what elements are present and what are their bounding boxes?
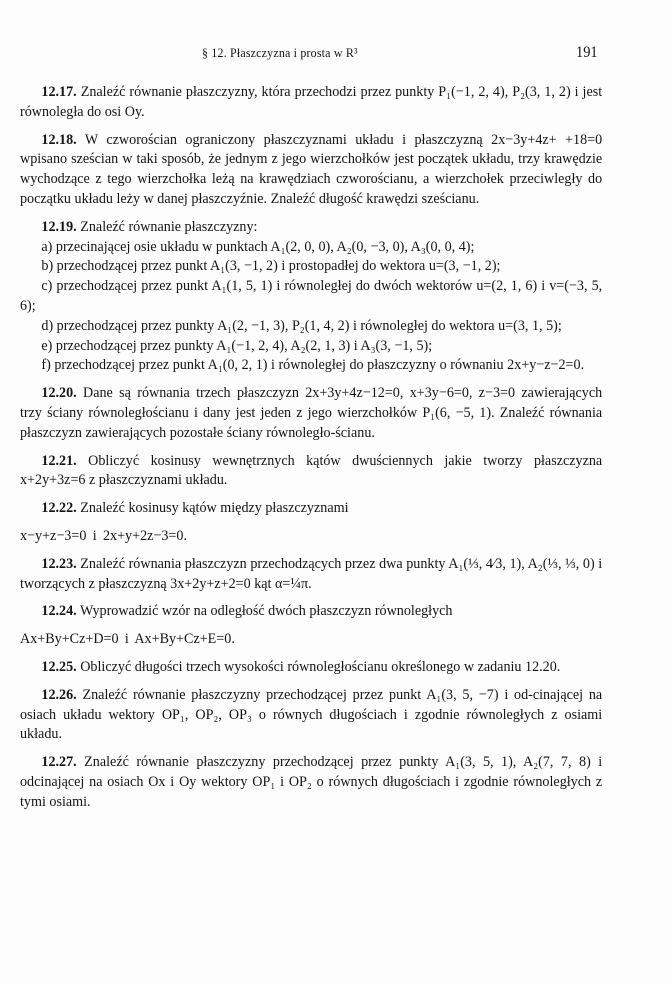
- problem-text: Obliczyć długości trzech wysokości równoległościanu określonego w zadaniu 12.20.: [76, 657, 561, 675]
- problem-12-18: [20, 130, 602, 209]
- problem-number: 12.18.: [41, 130, 77, 148]
- problem-number: 12.19.: [41, 217, 77, 235]
- sub-item-e: e) przechodzącej przez punkty A₁(−1, 2, 4), A₂(2, 1, 3) i A₃(3, −1, 5);: [41, 336, 433, 354]
- problem-text: Znaleźć równanie płaszczyzny przechodzącej przez punkt A₁(3, 5, −7) i od-cinającej na osiach układu wektory OP₁, OP₂, OP₃ o równych długościach i zgodnie równoległych z osiami układu.: [20, 685, 603, 743]
- problem-number: 12.26.: [41, 685, 77, 703]
- problem-12-22: [20, 498, 602, 546]
- problem-12-20: [20, 383, 602, 442]
- problem-number: 12.22.: [41, 499, 77, 517]
- problem-text: Znaleźć równanie płaszczyzny:: [76, 217, 258, 235]
- problem-12-17: [20, 82, 602, 122]
- problem-number: 12.27.: [41, 753, 77, 771]
- sub-item-d: d) przechodzącej przez punkty A₁(2, −1, 3), P₂(1, 4, 2) i równoległej do wektora u=(3, 1, 5);: [41, 316, 562, 334]
- page-body: [20, 82, 602, 820]
- problem-number: 12.24.: [41, 602, 77, 620]
- problem-number: 12.25.: [41, 657, 77, 675]
- problem-number: 12.21.: [41, 451, 77, 469]
- problem-12-24: [20, 601, 602, 649]
- problem-text: Znaleźć równania płaszczyzn przechodzących przez dwa punkty A₁(⅓, 4⁄3, 1), A₂(⅓, ⅓, 0) i tworzących z płaszczyzną 3x+2y+z+2=0 kąt α=¼π.: [20, 554, 603, 592]
- problem-12-23: [20, 554, 602, 594]
- problem-12-27: [20, 752, 602, 811]
- display-equation: x−y+z−3=0 i 2x+y+2z−3=0.: [20, 526, 187, 544]
- sub-item-c: c) przechodzącej przez punkt A₁(1, 5, 1) i równoległej do dwóch wektorów u=(2, 1, 6) i v=(−3, 5, 6);: [20, 277, 603, 314]
- problem-12-19: [20, 217, 602, 375]
- problem-text: Znaleźć kosinusy kątów między płaszczyznami: [76, 499, 349, 517]
- problem-text: Dane są równania trzech płaszczyzn 2x+3y+4z−12=0, x+3y−6=0, z−3=0 zawierających trzy ściany równoległościanu i dany jest jeden z jego wierzchołków P₁(6, −5, 1). Znaleźć równania płaszczyzn zawierających pozostałe ściany równoległo-ścianu.: [20, 384, 603, 441]
- problem-text: Obliczyć kosinusy wewnętrznych kątów dwuściennych jakie tworzy płaszczyzna x+2y+3z=6 z płaszczyznami układu.: [20, 451, 603, 489]
- problem-text: W czworościan ograniczony płaszczyznami układu i płaszczyzną 2x−3y+4z+ +18=0 wpisano sześcian w taki sposób, że jednym z jego wierzchołków jest początek układu, trzy krawędzie wychodzące z tego wierzchołka leżą na krawędziach czworościanu, a wierzchołek przeciwległy do początku układu leży w danej płaszczyźnie. Znaleźć długość krawędzi sześcianu.: [20, 130, 603, 207]
- problem-text: Znaleźć równanie płaszczyzny, która przechodzi przez punkty P₁(−1, 2, 4), P₂(3, 1, 2) i jest równoległa do osi Oy.: [20, 83, 603, 120]
- sub-item-f: f) przechodzącej przez punkt A₁(0, 2, 1) i równoległej do płaszczyzny o równaniu 2x+y−z−2=0.: [41, 356, 585, 374]
- problem-12-26: [20, 685, 602, 744]
- problem-12-25: [20, 657, 602, 677]
- running-header: [0, 45, 672, 65]
- page-number: 191: [576, 44, 598, 61]
- sub-item-a: a) przecinającej osie układu w punktach A₁(2, 0, 0), A₂(0, −3, 0), A₃(0, 0, 4);: [41, 237, 475, 255]
- sub-item-b: b) przechodzącej przez punkt A₁(3, −1, 2) i prostopadłej do wektora u=(3, −1, 2);: [41, 257, 501, 275]
- section-title: § 12. Płaszczyzna i prosta w R³: [202, 45, 358, 60]
- problem-text: Wyprowadzić wzór na odległość dwóch płaszczyzn równoległych: [76, 602, 453, 620]
- problem-text: Znaleźć równanie płaszczyzny przechodzącej przez punkty A₁(3, 5, 1), A₂(7, 7, 8) i odcinającej na osiach Ox i Oy wektory OP₁ i OP₂ o równych długościach i zgodnie równoległych z tymi osiami.: [20, 753, 603, 810]
- problem-number: 12.23.: [41, 554, 77, 572]
- problem-number: 12.17.: [41, 83, 77, 100]
- problem-12-21: [20, 451, 602, 491]
- problem-number: 12.20.: [41, 384, 77, 402]
- display-equation: Ax+By+Cz+D=0 i Ax+By+Cz+E=0.: [20, 630, 235, 648]
